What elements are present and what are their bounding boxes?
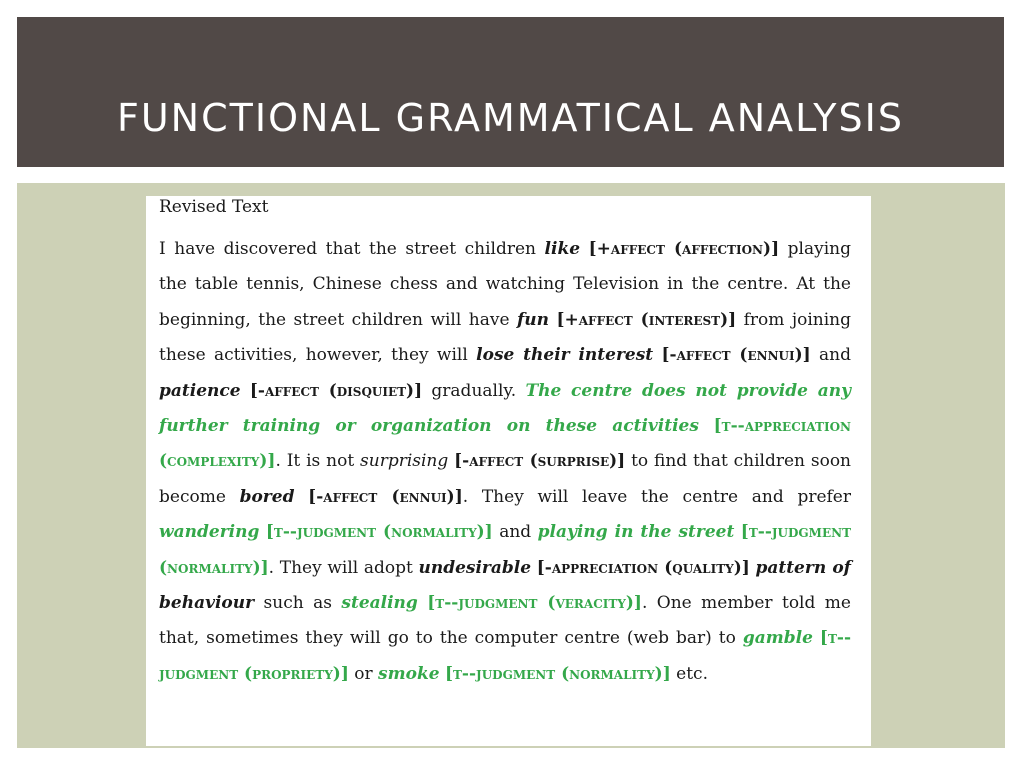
evaluative-phrase: like: [544, 239, 581, 259]
appraisal-tag-green: [t--judgment (normality)]: [159, 522, 852, 578]
evaluative-phrase-green: wandering: [159, 522, 260, 543]
appraisal-tag-green: [t--judgment (normality)]: [265, 522, 493, 543]
evaluative-phrase-green: playing in the street: [537, 522, 735, 543]
text-run: [580, 239, 589, 259]
appraisal-tag: [+affect (affection)]: [588, 239, 780, 259]
appraisal-tag: [-affect (surprise)]: [454, 451, 626, 472]
text-run: such as: [254, 593, 342, 614]
evaluative-phrase: fun: [516, 309, 549, 330]
text-run: from joining these activities, however, they will: [159, 309, 852, 366]
text-run: . They will leave the centre and prefer: [462, 486, 851, 507]
document-body: [159, 232, 851, 692]
title-bar: [17, 17, 1004, 167]
text-run: and: [492, 522, 538, 543]
text-run: to find that children soon become: [159, 451, 851, 507]
document-image: [146, 196, 871, 746]
text-run: . They will adopt: [268, 557, 419, 578]
appraisal-tag: [-affect (disquiet)]: [249, 380, 423, 401]
text-run: [418, 593, 427, 613]
text-run: [699, 416, 714, 436]
appraisal-tag-green: [t--judgment (propriety)]: [159, 628, 852, 684]
evaluative-phrase-green: smoke: [378, 663, 440, 684]
text-run: [241, 381, 250, 401]
evaluative-phrase: lose their interest: [476, 345, 654, 366]
text-run: playing the table tennis, Chinese chess and watching Television in the centre. At the beginning, the street children will have: [159, 239, 851, 330]
evaluative-phrase: pattern of behaviour: [159, 557, 851, 614]
evaluative-phrase: bored: [239, 486, 295, 507]
appraisal-tag-green: [t--judgment (veracity)]: [427, 593, 642, 614]
appraisal-tag: [-affect (ennui)]: [661, 345, 811, 366]
italic-phrase: surprising: [360, 451, 449, 472]
text-run: etc.: [670, 663, 708, 684]
evaluative-phrase-green: stealing: [341, 593, 418, 614]
appraisal-tag: [-affect (ennui)]: [308, 486, 463, 507]
appraisal-tag-green: [t--judgment (normality)]: [444, 663, 671, 684]
text-run: gradually.: [422, 380, 526, 401]
text-run: I have discovered that the street children: [159, 239, 545, 259]
text-run: . It is not: [275, 451, 361, 472]
evaluative-phrase-green: gamble: [742, 628, 813, 649]
evaluative-phrase-green: The centre does not provide any further training or organization on these activities: [159, 380, 852, 437]
slide-title: FUNCTIONAL GRAMMATICAL ANALYSIS: [117, 96, 904, 140]
text-run: [813, 628, 820, 648]
text-run: and: [810, 345, 851, 366]
appraisal-tag-green: [t--appreciation (complexity)]: [159, 416, 851, 472]
appraisal-tag: [-appreciation (quality)]: [536, 557, 750, 578]
text-run: or: [348, 663, 379, 684]
appraisal-tag: [+affect (interest)]: [556, 309, 737, 330]
text-run: [294, 487, 308, 507]
evaluative-phrase: patience: [159, 380, 241, 401]
text-run: . One member told me that, sometimes they will go to the computer centre (web bar) to: [159, 593, 851, 649]
evaluative-phrase: undesirable: [418, 557, 532, 578]
document-heading: Revised Text: [159, 197, 269, 217]
